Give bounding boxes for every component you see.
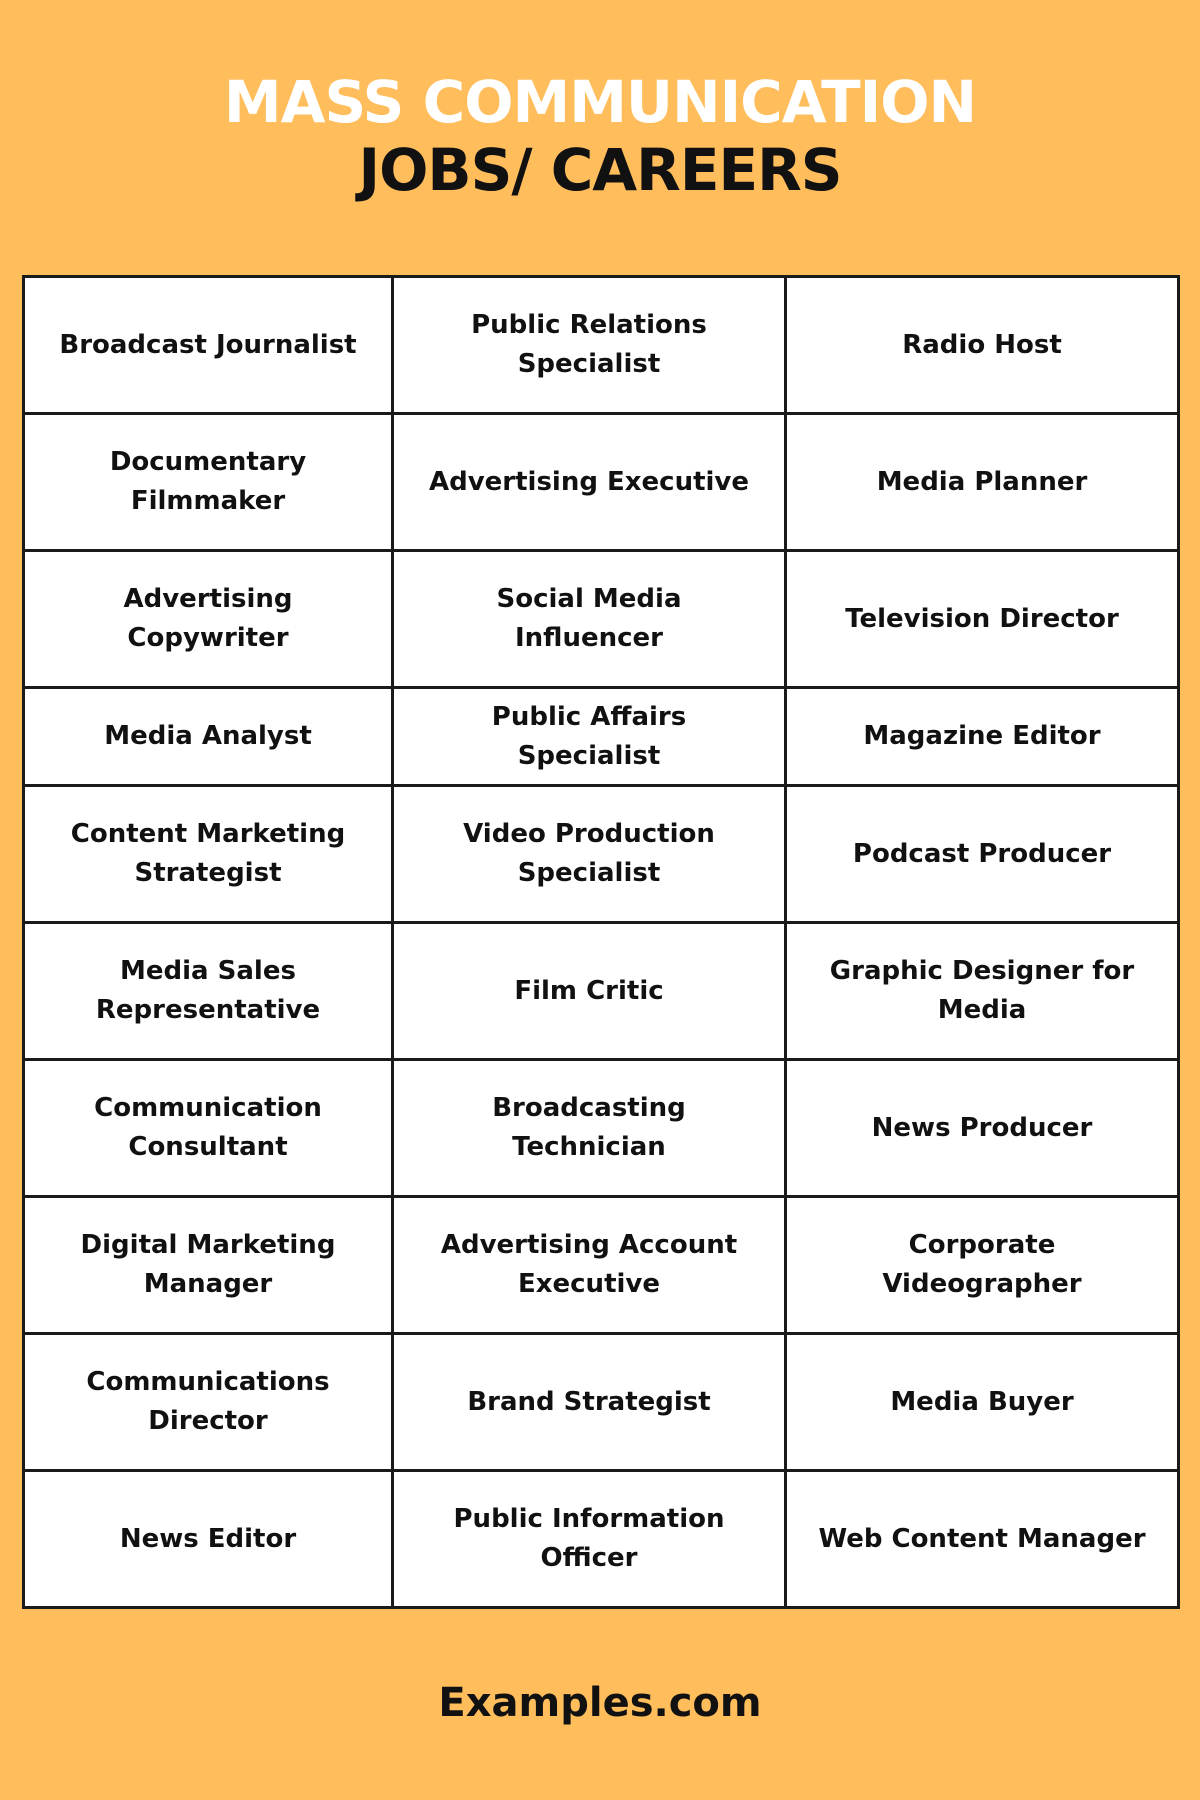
page-title [0, 68, 1200, 204]
table-row [24, 688, 1179, 786]
table-cell: Radio Host [786, 277, 1179, 414]
table-cell: Film Critic [393, 923, 786, 1060]
table-cell: Brand Strategist [393, 1334, 786, 1471]
table-cell: Communication Consultant [24, 1060, 393, 1197]
table-cell: Podcast Producer [786, 786, 1179, 923]
title-line-1: MASS COMMUNICATION [223, 68, 977, 136]
table-cell: Advertising Executive [393, 414, 786, 551]
table-cell: Broadcasting Technician [393, 1060, 786, 1197]
table-cell: News Editor [24, 1471, 393, 1608]
table-cell: Public Information Officer [393, 1471, 786, 1608]
table-cell: Video Production Specialist [393, 786, 786, 923]
table-cell: Television Director [786, 551, 1179, 688]
table-cell: Media Planner [786, 414, 1179, 551]
table-cell: Media Sales Representative [24, 923, 393, 1060]
table-cell: News Producer [786, 1060, 1179, 1197]
table-cell: Media Buyer [786, 1334, 1179, 1471]
table-cell: Social Media Influencer [393, 551, 786, 688]
table-row [24, 551, 1179, 688]
table-cell: Advertising Account Executive [393, 1197, 786, 1334]
table-cell: Advertising Copywriter [24, 551, 393, 688]
table-row [24, 1471, 1179, 1608]
table-cell: Magazine Editor [786, 688, 1179, 786]
table-cell: Public Affairs Specialist [393, 688, 786, 786]
table-row [24, 1197, 1179, 1334]
table-cell: Web Content Manager [786, 1471, 1179, 1608]
table-cell: Graphic Designer for Media [786, 923, 1179, 1060]
table-row [24, 1334, 1179, 1471]
title-line-2: JOBS/ CAREERS [358, 136, 842, 204]
table-row [24, 1060, 1179, 1197]
careers-table [22, 275, 1180, 1609]
table-cell: Corporate Videographer [786, 1197, 1179, 1334]
table-cell: Documentary Filmmaker [24, 414, 393, 551]
table-cell: Content Marketing Strategist [24, 786, 393, 923]
table-cell: Broadcast Journalist [24, 277, 393, 414]
footer-brand: Examples.com [438, 1680, 762, 1726]
table-cell: Media Analyst [24, 688, 393, 786]
table-row [24, 923, 1179, 1060]
table-cell: Public Relations Specialist [393, 277, 786, 414]
table-row [24, 277, 1179, 414]
table-cell: Digital Marketing Manager [24, 1197, 393, 1334]
table-cell: Communications Director [24, 1334, 393, 1471]
table-row [24, 414, 1179, 551]
table-row [24, 786, 1179, 923]
